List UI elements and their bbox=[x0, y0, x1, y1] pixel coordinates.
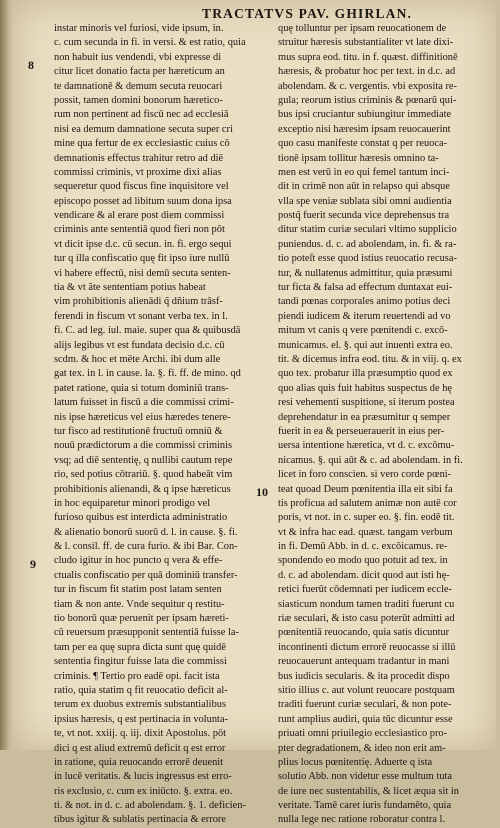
text-line: nicamus. §. qui aūt & c. ad abolendam. in fi. bbox=[278, 454, 463, 466]
text-line: municamus. el. §. qui aut inuenti extra eo. bbox=[278, 339, 453, 351]
margin-mark: 10 bbox=[256, 485, 268, 499]
running-head: TRACTATVS PAV. GHIRLAN. bbox=[202, 6, 413, 21]
text-line: ratio, quia statim q fit reuocatio deficit al- bbox=[54, 684, 228, 696]
text-line: uersa intentione hæretica, vt d. c. excōmu- bbox=[278, 440, 455, 452]
text-line: retici fuerūt cōdemnati per iudicem eccle- bbox=[278, 584, 452, 596]
text-line: ctualis confiscatio per quā dominiū transfer- bbox=[54, 569, 238, 581]
text-line: & l. consil. ff. de cura furio. & ibi Bar. Con- bbox=[54, 541, 238, 553]
text-line: ti. & not. in d. c. ad abolendam. §. 1. deficien- bbox=[54, 800, 246, 812]
text-line: exceptio nisi hæresim ipsam reuocauerint bbox=[278, 123, 451, 135]
text-line: nis ipse hæreticus vel eius hæredes tenere- bbox=[54, 411, 231, 423]
text-line: nulla lege nec ratione roboratur contra l. bbox=[278, 814, 446, 826]
text-line: ferendi in fiscum vt sonant verba tex. in l. bbox=[54, 310, 228, 322]
text-line: sententia fingitur fuisse lata die commissi bbox=[54, 656, 227, 668]
text-line: tio poteſt esse quod istius reuocatio recusa- bbox=[278, 253, 457, 265]
text-line: instar minoris vel furiosi, vide ipsum, in. bbox=[54, 23, 224, 34]
text-line: bus iudicis secularis. & ita procedit dispo bbox=[278, 670, 450, 682]
text-line: reuocauerunt antequam tradantur in mani bbox=[278, 656, 450, 668]
text-line: tibus igitur & sublatis pertinacia & errore bbox=[54, 814, 226, 826]
text-line: poris, vt not. in c. super eo. §. fin. eodē tit. bbox=[278, 512, 455, 524]
text-line: vlla spe veniæ sublata sibi omni audientia bbox=[278, 195, 452, 207]
text-line: rio, sed potius cōtrariū. §. quod habeāt vim bbox=[54, 469, 233, 481]
text-line: gula; reorum istius criminis & pœnarū qui- bbox=[278, 94, 457, 106]
text-line: nisi ea demum damnatione secuta super cri bbox=[54, 123, 233, 135]
text-line: citur licet donatio facta per hæreticum an bbox=[54, 66, 225, 78]
left-text-column bbox=[54, 22, 280, 828]
text-line: cludo igitur in hoc puncto q vera & effe- bbox=[54, 555, 223, 567]
text-line: non habuit ius vendendi, vbi expresse di bbox=[54, 51, 222, 63]
text-line: in lucē veritatis. & lucis ingressus est erro- bbox=[54, 771, 232, 783]
text-line: veritate. Tamē caret iuris fundamēto, quia bbox=[278, 800, 452, 812]
text-line: tur in fiscum fit statim post latam senten bbox=[54, 584, 222, 596]
text-line: spondendo eo modo quo potuit ad tex. in bbox=[278, 555, 448, 567]
text-line: sequeretur quod fiscus fine inquisitore vel bbox=[54, 181, 229, 193]
text-line: c. cum secunda in fi. in versi. & est ratio, quia bbox=[54, 37, 246, 49]
text-line: sitio illius c. aut volunt reuocare postquam bbox=[278, 684, 455, 696]
text-line: pœnitentiā reuocando, quia satis dicuntur bbox=[278, 627, 450, 639]
text-line: quo tex. probatur illa præsumptio quod ex bbox=[278, 368, 453, 380]
text-line: riæ seculari, & isto casu poterūt admitti ad bbox=[278, 613, 455, 625]
text-line: men est verū in eo qui femel tantum inci- bbox=[278, 166, 450, 178]
text-line: puniendus. d. c. ad abolendam, in. fi. & ra- bbox=[278, 238, 457, 250]
text-line: postq̃ fuerit secunda vice deprehensus tra bbox=[278, 210, 450, 222]
text-line: fi. C. ad leg. iul. maie. super qua & quibusdā bbox=[54, 325, 241, 337]
text-line: & alienatio bonorū suorū d. l. in cause. §. fi. bbox=[54, 526, 238, 538]
text-line: hæresis, & probatur hoc per text. in d.c. ad bbox=[278, 66, 456, 78]
text-line: nouū prædictorum a die commissi criminis bbox=[54, 440, 233, 452]
text-line: criminis ante sententiā quod fieri non pōt bbox=[54, 224, 225, 236]
text-line: mine qua fertur de ex ecclesiastic cuius cō bbox=[54, 138, 230, 150]
text-line: te damnationē & demum secuta reuocari bbox=[54, 80, 223, 92]
text-line: tandi pœnas corporales animo potius deci bbox=[278, 296, 451, 308]
text-line: vendicare & al erare post diem commissi bbox=[54, 210, 225, 222]
text-line: fuerit in ea & perseuerauerit in eius per- bbox=[278, 425, 445, 437]
text-line: de iure nec sustentabilis, & licet æqua sit in bbox=[278, 785, 459, 797]
right-text-column bbox=[278, 22, 500, 828]
margin-mark: 9 bbox=[30, 557, 36, 571]
text-line: quę tolluntur per ipsam reuocationem de bbox=[278, 23, 447, 34]
text-line: abolendam. & c. vergentis. vbi exposita re- bbox=[278, 80, 457, 92]
text-line: pter degradationem, & ideo non erit am- bbox=[278, 742, 446, 754]
text-line: vsq; ad diē sententię, q nullibi cautum repe bbox=[54, 454, 233, 466]
text-line: traditi fuerunt curiæ seculari, & non pote- bbox=[278, 699, 452, 711]
text-line: criminis. ¶ Tertio pro eadē opi. facit ista bbox=[54, 670, 220, 682]
text-line: struitur hæresis substantialiter vt late dixi- bbox=[278, 37, 454, 49]
text-line: quo alias quis fuit habitus suspectus de hę bbox=[278, 382, 453, 394]
text-line: latum fuisset in fiscū a die commissi crimi- bbox=[54, 397, 234, 409]
text-line: tit. & dicemus infra eod. titu. & in viij. q. ex bbox=[278, 353, 462, 365]
text-line: incontinenti dictum errorē reuocasse si illū bbox=[278, 641, 456, 653]
text-line: piendi iudicem & iterum reuertendi ad vo bbox=[278, 310, 451, 322]
text-line: ipsius hæresis, q est pertinacia in volunta- bbox=[54, 713, 229, 725]
text-line: possit, tamen domini bonorum hæretico- bbox=[54, 94, 223, 106]
text-line: vt & infra hac ead. quæst. tangam verbum bbox=[278, 526, 453, 538]
text-line: ditur statim curiæ seculari vltimo supplicio bbox=[278, 224, 457, 236]
text-line: demnationis effectus trahitur retro ad diē bbox=[54, 152, 224, 164]
text-line: mitum vt canis q vere pœnitendi c. excō- bbox=[278, 325, 448, 337]
text-line: gat tex. in l. in cause. la. §. fi. ff. de mino. qd bbox=[54, 368, 241, 380]
text-line: patet ratione, quia si totum dominiū trans- bbox=[54, 382, 229, 394]
text-line: tionē ipsam tollitur hæresis omnino ta- bbox=[278, 152, 439, 164]
margin-mark: 8 bbox=[28, 58, 34, 72]
text-line: scdm. & hoc et mēte Archi. ibi dum alle bbox=[54, 353, 221, 365]
text-line: in fi. Demū Abb. in d. c. excōicamus. re- bbox=[278, 541, 448, 553]
text-line: siasticum nondum tamen traditi fuerunt cu bbox=[278, 598, 455, 610]
text-line: in ratione, quia reuocando errorē deuenit bbox=[54, 756, 224, 768]
text-line: tur fisco ad restitutionē fructuū omniū & bbox=[54, 425, 223, 437]
text-line: tia & vt ãte sententiam potius habeat bbox=[54, 282, 206, 294]
text-line: dit in crimē non aūt in relapso qui absque bbox=[278, 181, 450, 193]
text-line: priuati omni priuilegio ecclesiastico pro- bbox=[278, 728, 448, 740]
text-line: terum ex duobus extremis substantialibus bbox=[54, 699, 226, 711]
text-line: tur, & nullatenus admittitur, quia præsumi bbox=[278, 267, 453, 279]
text-line: commissi criminis, vt proxime dixi alias bbox=[54, 166, 222, 178]
text-line: tiam & non ante. Vnde sequitur q restitu- bbox=[54, 598, 225, 610]
text-line: licet in foro conscien. si vero corde pœni- bbox=[278, 469, 452, 481]
text-line: resi vehementi suspitione, si iterum postea bbox=[278, 397, 455, 409]
text-line: tur ficta & falsa ad effectum duntaxat eui- bbox=[278, 282, 453, 294]
text-line: te, vt not. xxiij. q. iij. dixit Apostolus. pōt bbox=[54, 728, 227, 740]
text-line: bus ipsi cruciantur subiungitur immediate bbox=[278, 109, 452, 121]
text-line: deprehendatur in ea præsumitur q semper bbox=[278, 411, 451, 423]
text-line: solutio Abb. non videtur esse multum tuta bbox=[278, 771, 453, 783]
text-line: quo casu manifeste constat q per reuoca- bbox=[278, 138, 448, 150]
text-line: ris exclusio, c. cum ex iniūcto. §. extra. eo. bbox=[54, 785, 233, 797]
text-line: furioso quibus est interdicta administratio bbox=[54, 512, 228, 524]
text-line: prohibitionis alienandi, & q ipse hæreticus bbox=[54, 483, 231, 495]
text-line: cū reuersum præsupponit sententiā fuisse la- bbox=[54, 627, 239, 639]
text-line: tio bonorū quæ peruenit per ipsam hæreti- bbox=[54, 613, 229, 625]
text-line: runt amplius audiri, quia tūc dicuntur esse bbox=[278, 713, 453, 725]
text-line: vi habere effectū, nisi demū secuta senten- bbox=[54, 267, 231, 279]
text-line: d. c. ad abolendam. dicit quod aut isti hę- bbox=[278, 569, 450, 581]
text-line: mus supra eod. titu. in f. quæst. diffinitionē bbox=[278, 51, 458, 63]
text-line: rum non pertinent ad fiscū nec ad ecclesiā bbox=[54, 109, 229, 121]
text-line: teat quoad Deum pœnitentia illa eit sibi fa bbox=[278, 483, 453, 495]
text-line: tur q illa confiscatio quę fit ipso iure nullū bbox=[54, 253, 230, 265]
text-line: dici q est aliud extremū deficit q est error bbox=[54, 742, 226, 754]
text-line: tis proficua ad salutem animæ non autē cor bbox=[278, 497, 457, 509]
book-page bbox=[12, 0, 496, 826]
text-line: tam per ea quę supra dicta sunt quę quidē bbox=[54, 641, 226, 653]
page-gutter-shadow bbox=[0, 0, 10, 750]
text-line: alijs legibus vt est fundata decisio d.c. cū bbox=[54, 339, 225, 351]
text-line: episcopo posset ad libitum suum dona ipsa bbox=[54, 195, 232, 207]
text-line: vt dicit ipse d.c. cū secun. in. fi. ergo sequi bbox=[54, 238, 232, 250]
text-line: plius locus pœnitentię. Aduerte q ista bbox=[278, 756, 433, 768]
text-line: vim prohibitionis alienādi q̃ dñium trāsf- bbox=[54, 296, 223, 308]
text-line: in hoc equiparetur minori prodigo vel bbox=[54, 497, 211, 509]
